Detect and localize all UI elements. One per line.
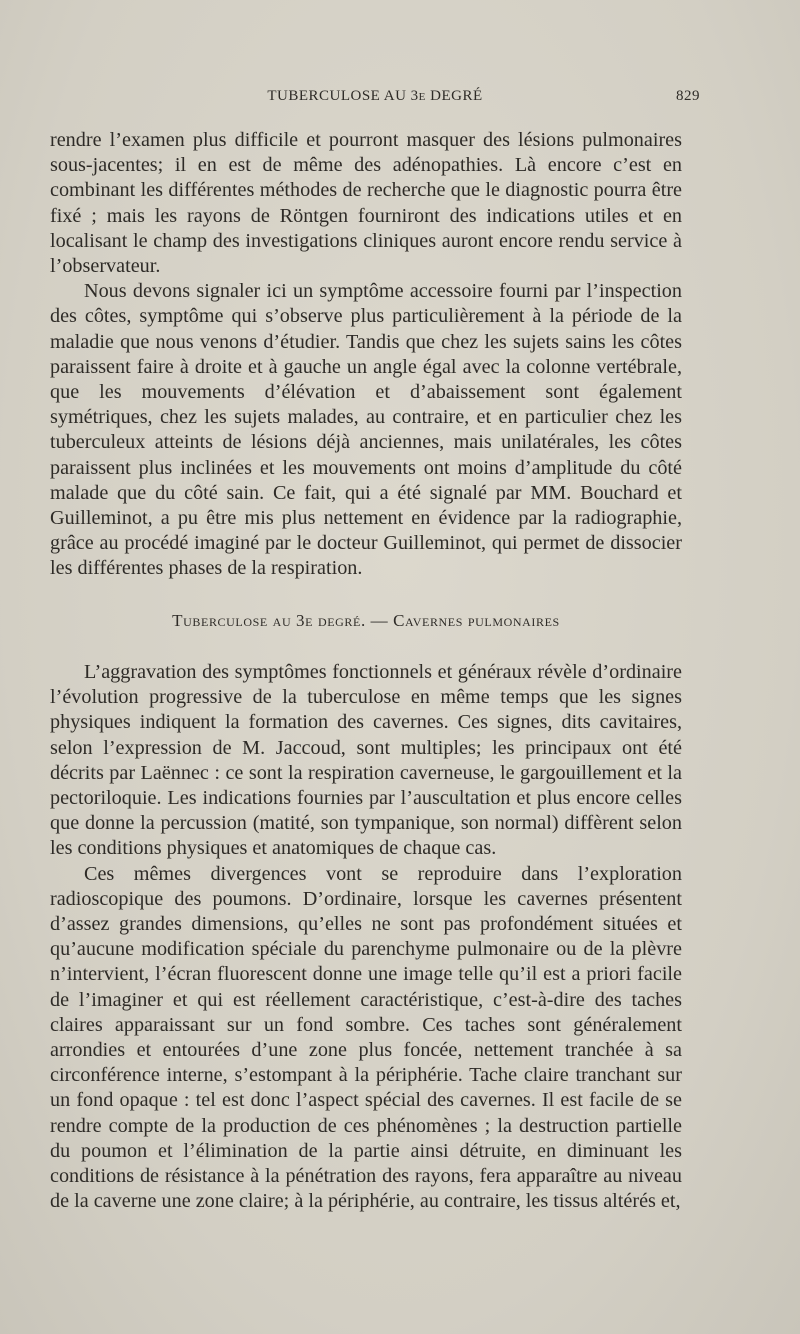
paragraph: Ces mêmes divergences vont se reproduire dans l’exploration radioscopique des poumons. D’ordinaire, lorsque les cavernes présentent d’assez grandes dimensions, qu’elles ne sont pas profondément situées et qu’aucune modification spéciale du parenchyme pulmonaire ou de la plèvre n’intervient, l’écran fluorescent donne une image telle qu’il est a priori facile de l’imaginer et qui est réellement caractéristique, c’est-à-dire des taches claires apparaissant sur un fond sombre. Ces taches sont généralement arrondies et entourées d’une zone plus foncée, nettement tranchée à sa circonférence interne, s’estompant à la périphérie. Tache claire tranchant sur un fond opaque : tel est donc l’aspect spécial des cavernes. Il est facile de se rendre compte de la production de ces phénomènes ; la destruction partielle du poumon et l’élimination de la partie ainsi détruite, en diminuant les conditions de résistance à la pénétration des rayons, fera apparaître au niveau de la caverne une zone claire; à la périphérie, au contraire, les tissus altérés et,: [50, 862, 682, 1213]
page-number: 829: [676, 88, 700, 104]
paragraph: L’aggravation des symptômes fonctionnels et généraux révèle d’ordinaire l’évolution progressive de la tuberculose en même temps que les signes physiques indiquent la formation des cavernes. Ces signes, dits cavitaires, selon l’expression de M. Jaccoud, sont multiples; les principaux ont été décrits par Laënnec : ce sont la respiration caverneuse, le gargouillement et la pectoriloquie. Les indications fournies par l’auscultation et plus encore celles que donne la percussion (matité, son tympanique, son normal) diffèrent selon les conditions physiques et anatomiques de chaque cas.: [50, 661, 682, 860]
running-header: [50, 88, 700, 112]
running-title: TUBERCULOSE AU 3e DEGRÉ: [267, 88, 483, 104]
paragraph: Nous devons signaler ici un symptôme accessoire fourni par l’inspection des côtes, symptôme qui s’observe plus particulièrement à la période de la maladie que nous venons d’étudier. Tandis que chez les sujets sains les côtes paraissent faire à droite et à gauche un angle égal avec la colonne vertébrale, que les mouvements d’élévation et d’abaissement sont également symétriques, chez les sujets malades, au contraire, et en particulier chez les tuberculeux atteints de lésions déjà anciennes, mais unilatérales, les côtes paraissent plus inclinées et les mouvements ont moins d’amplitude du côté malade que du côté sain. Ce fait, qui a été signalé par MM. Bouchard et Guilleminot, a pu être mis plus nettement en évidence par la radiographie, grâce au procédé imaginé par le docteur Guilleminot, qui permet de dissocier les différentes phases de la respiration.: [50, 280, 682, 580]
section-1-text: [50, 128, 682, 582]
section-heading: Tuberculose au 3e degré. — Cavernes pulmonaires: [172, 611, 560, 630]
section-2-text: [50, 660, 682, 1214]
paragraph: rendre l’examen plus difficile et pourront masquer des lésions pulmonaires sous-jacentes; il en est de même des adénopathies. Là encore c’est en combinant les différentes méthodes de recherche que le diagnostic pourra être fixé ; mais les rayons de Röntgen fourniront des indications utiles et en localisant le champ des investigations cliniques auront encore rendu service à l’observateur.: [50, 129, 682, 278]
